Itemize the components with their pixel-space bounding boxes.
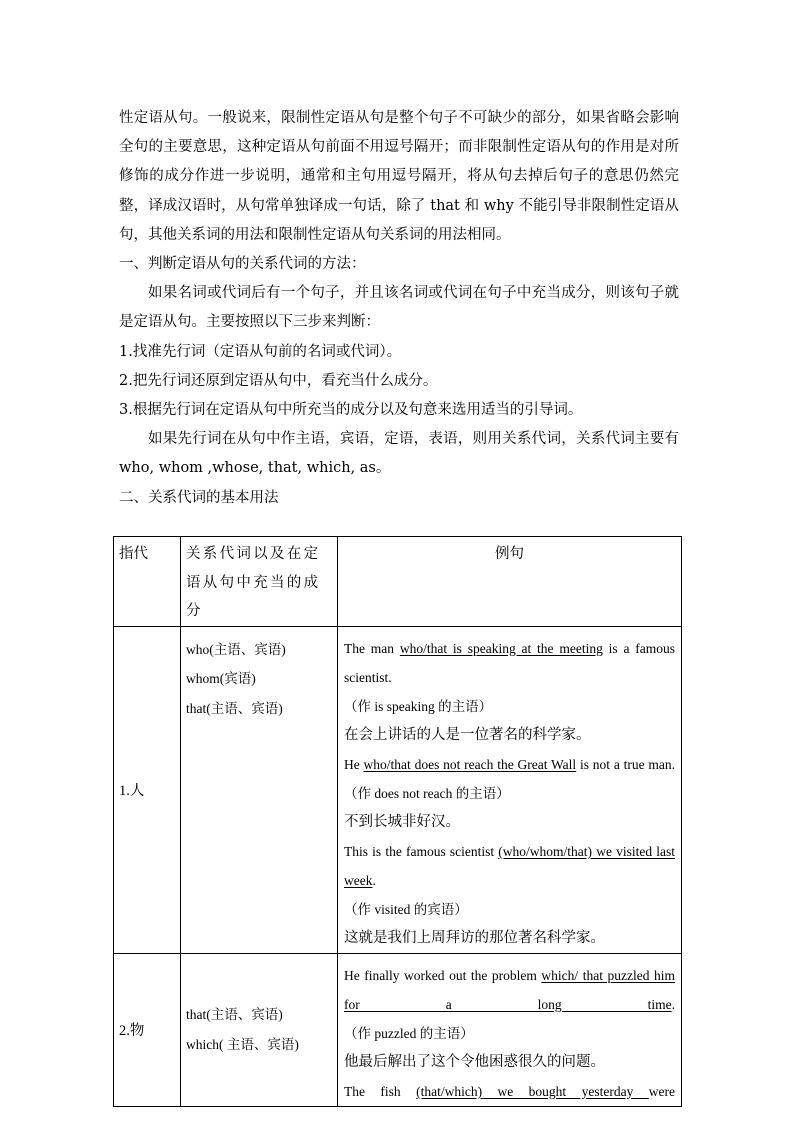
category-person xyxy=(114,626,181,953)
document-body xyxy=(119,104,679,513)
example-cell xyxy=(338,953,682,1106)
step-1: 1.找准先行词（定语从句前的名词或代词）。 xyxy=(119,343,402,360)
grammar-note: （作 does not reach 的主语） xyxy=(344,785,510,801)
pronoun-item: whom(宾语) xyxy=(186,671,256,686)
grammar-note: （作 is speaking 的主语） xyxy=(344,698,493,714)
section-2-heading: 二、关系代词的基本用法 xyxy=(119,489,279,506)
category-thing xyxy=(114,953,181,1106)
example-sentence: This is the famous scientist (who/whom/that) we visited last week. xyxy=(344,843,675,888)
pronoun-list xyxy=(181,953,338,1106)
relative-clause: who/that does not reach the Great Wall xyxy=(363,756,577,772)
table-row xyxy=(114,953,682,1106)
pronoun-item: that(主语、宾语) xyxy=(186,700,283,716)
translation: 不到长城非好汉。 xyxy=(344,813,460,830)
header-example: 例句 xyxy=(338,537,682,627)
relative-clause: (who/whom/that) we visited last week xyxy=(344,843,675,888)
step-2: 2.把先行词还原到定语从句中，看充当什么成分。 xyxy=(119,372,438,389)
pronoun-list xyxy=(181,626,338,953)
example-sentence: The man who/that is speaking at the meeting is a famous scientist. xyxy=(344,640,675,685)
category-label: 1.人 xyxy=(119,783,145,799)
section-1-heading: 一、判断定语从句的关系代词的方法： xyxy=(119,256,366,273)
intro-paragraph: 性定语从句。一般说来，限制性定语从句是整个句子不可缺少的部分，如果省略会影响全句的主要意思，这种定语从句前面不用逗号隔开；而非限制性定语从句的作用是对所修饰的成分作进一步说明，通常和主句用逗号隔开，将从句去掉后句子的意思仍然完整，译成汉语时，从句常单独译成一句话，除了 that 和 why 不能引导非限制性定语从句，其他关系词的用法和限制性定语从句关系词的用法相同。 xyxy=(119,110,679,243)
translation: 在会上讲话的人是一位著名的科学家。 xyxy=(344,726,591,743)
relative-clause: which/ that puzzled him for a long time xyxy=(344,967,675,1012)
pronoun-item: who(主语、宾语) xyxy=(186,641,286,657)
pronoun-item: which( 主语、宾语) xyxy=(186,1036,299,1052)
category-label: 2.物 xyxy=(119,1023,145,1039)
example-sentence: He who/that does not reach the Great Wall is not a true man. xyxy=(344,756,676,772)
example-sentence: He finally worked out the problem which/ that puzzled him for a long time. xyxy=(344,967,675,1012)
method-paragraph: 如果名词或代词后有一个句子，并且该名词或代词在句子中充当成分，则该句子就是定语从句。主要按照以下三步来判断： xyxy=(119,285,679,331)
table-row xyxy=(114,626,682,953)
table-header-row xyxy=(114,537,682,627)
relative-pronoun-paragraph: 如果先行词在从句中作主语，宾语，定语，表语，则用关系代词，关系代词主要有 who, whom ,whose, that, which, as。 xyxy=(119,431,679,477)
translation: 他最后解出了这个令他困惑很久的问题。 xyxy=(344,1053,605,1070)
grammar-note: （作 puzzled 的主语） xyxy=(344,1025,474,1041)
header-referent: 指代 xyxy=(114,537,181,627)
translation: 这就是我们上周拜访的那位著名科学家。 xyxy=(344,929,605,946)
relative-clause: who/that is speaking at the meeting xyxy=(399,640,603,656)
header-pronoun-role: 关系代词以及在定语从句中充当的成分 xyxy=(181,537,338,627)
relative-pronoun-table xyxy=(113,536,682,1107)
example-sentence: The fish (that/which) we bought yesterday were xyxy=(344,1083,675,1099)
step-3: 3.根据先行词在定语从句中所充当的成分以及句意来选用适当的引导词。 xyxy=(119,402,583,419)
grammar-note: （作 visited 的宾语） xyxy=(344,901,468,917)
relative-clause: (that/which) we bought yesterday xyxy=(416,1083,649,1099)
example-cell xyxy=(338,626,682,953)
pronoun-item: that(主语、宾语) xyxy=(186,1007,283,1022)
